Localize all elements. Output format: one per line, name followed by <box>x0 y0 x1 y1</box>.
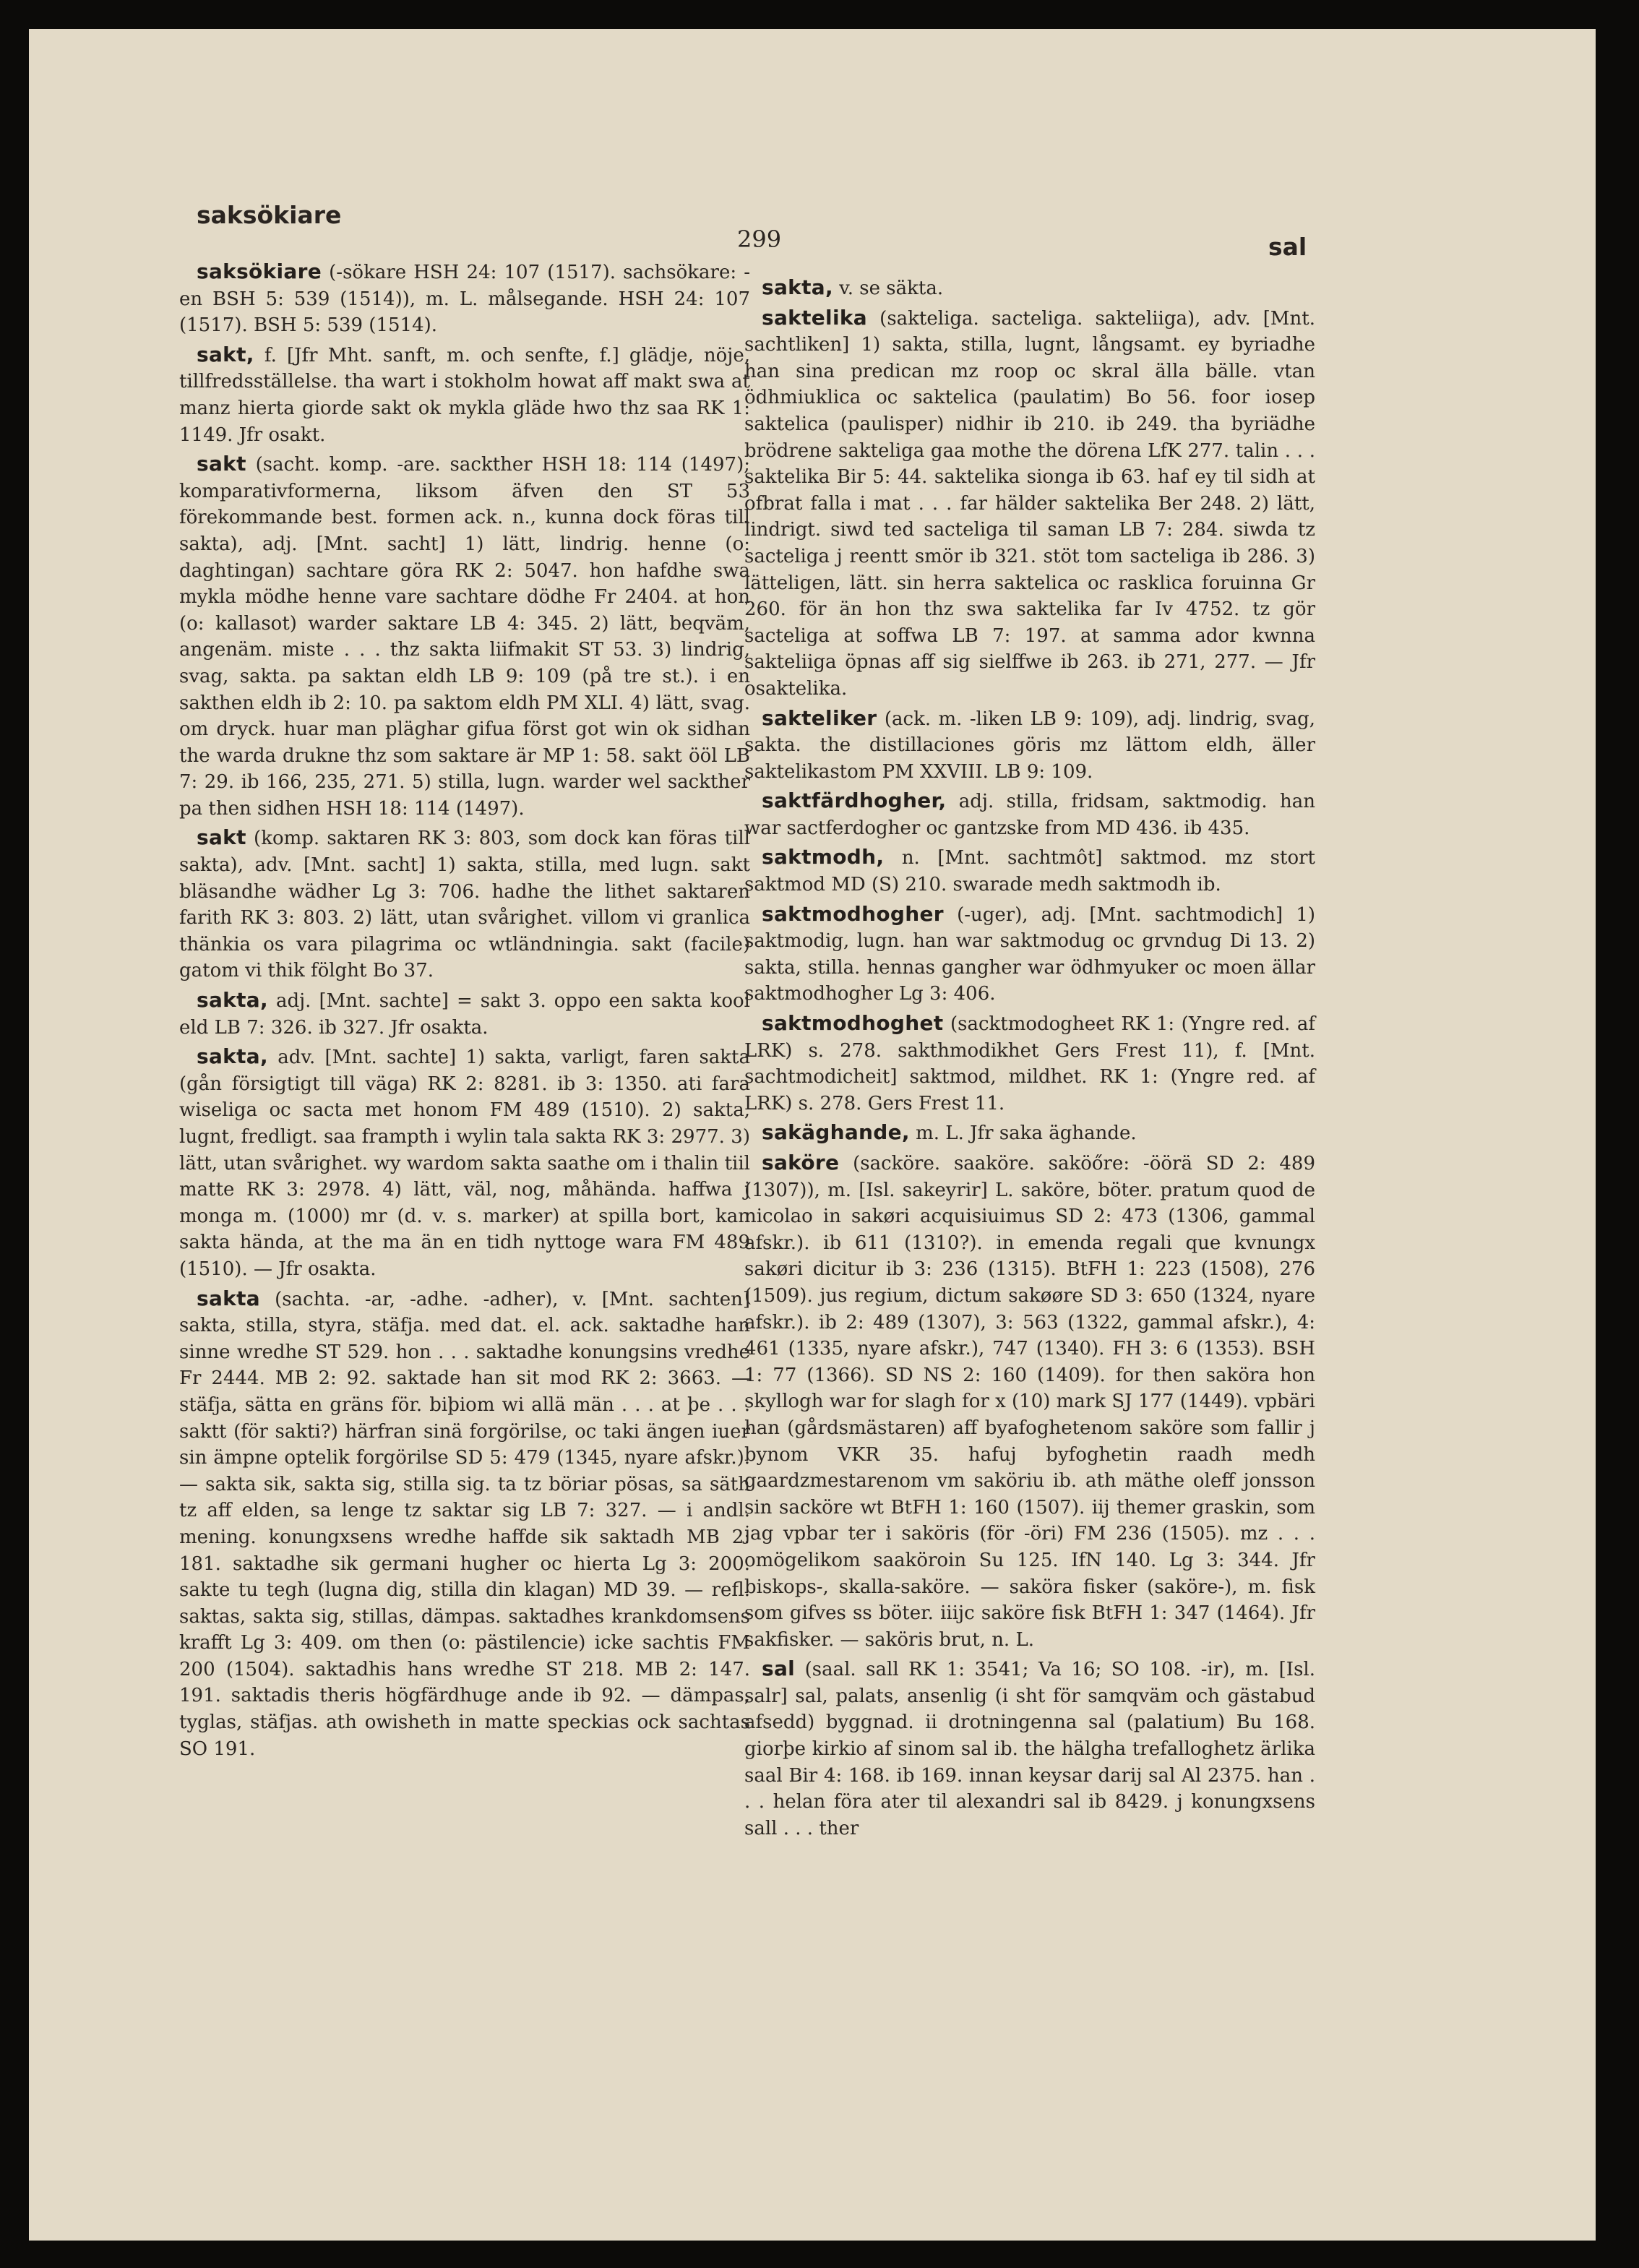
entry-text: (komp. saktaren RK 3: 803, som dock kan föras till sakta), adv. [Mnt. sacht] 1) sakta, stilla, med lugn. sakt bläsandhe wädher Lg 3: 706. hadhe the lithet saktaren farith RK 3: 803. 2) lätt, utan svårighet. villom vi granlica thänkia os vara pilagrima oc wtländningia. sakt (facile) gatom vi thik fölght Bo 37. <box>179 828 750 982</box>
entry-text: (-sökare HSH 24: 107 (1517). sachsökare: -en BSH 5: 539 (1514)), m. L. målsegande. HSH 24: 107 (1517). BSH 5: 539 (1514). <box>179 262 751 337</box>
entry-text: (sacköre. saaköre. saköőre: -öörä SD 2: 489 (1307)), m. [Isl. sakeyrir] L. saköre, böter. pratum quod de nicolao in sakøri acquisiuimus SD 2: 473 (1306, gammal afskr.). ib 611 (1310?). in emenda regali que kvnungx sakøri dicitur ib 3: 236 (1315). BtFH 1: 223 (1508), 276 (1509). jus regium, dictum sakøøre SD 3: 650 (1324, nyare afskr.). ib 2: 489 (1307), 3: 563 (1322, gammal afskr.), 4: 461 (1335, nyare afskr.), 747 (1340). FH 3: 6 (1353). BSH 1: 77 (1366). SD NS 2: 160 (1409). for then saköra hon skyllogh war for slagh for x (10) mark SJ 177 (1449). vpbäri han (gårdsmästaren) aff byafoghetenom saköre som fallir j bynom VKR 35. hafuj byfoghetin raadh medh gaardzmestarenom vm saköriu ib. ath mäthe oleff jonsson sin sacköre wt BtFH 1: 160 (1507). iij themer graskin, som jag vpbar ter i saköris (för -öri) FM 236 (1505). mz . . . omögelikom saaköroin Su 125. IfN 140. Lg 3: 344. Jfr biskops-, skalla-saköre. — saköra fisker (saköre-), m. fisk som gifves ss böter. iiijc saköre fisk BtFH 1: 347 (1464). Jfr sakfisker. — saköris brut, n. L. <box>744 1153 1316 1651</box>
entry-text: (ack. m. -liken LB 9: 109), adj. lindrig, svag, sakta. the distillaciones göris mz lättom eldh, äller saktelikastom PM XXVIII. LB 9: 109. <box>744 708 1316 783</box>
entry-headword: saktelika <box>762 305 867 330</box>
entry-headword: saktfärdhogher, <box>762 789 947 813</box>
entry-text: adj. stilla, fridsam, saktmodig. han war sactferdogher oc gantzske from MD 436. ib 435. <box>744 791 1315 839</box>
dictionary-entry <box>744 1150 1315 1653</box>
entry-headword: saktmodhoghet <box>762 1011 944 1036</box>
entry-headword: saköre <box>762 1151 840 1174</box>
right-column <box>744 275 1315 1844</box>
dictionary-entry <box>179 825 750 984</box>
entry-text: (sacktmodogheet RK 1: (Yngre red. af LRK) s. 278. sakthmodikhet Gers Frest 11), f. [Mnt. sachtmodicheit] saktmod, mildhet. RK 1: (Yngre red. af LRK) s. 278. Gers Frest 11. <box>744 1013 1316 1114</box>
entry-text: f. [Jfr Mht. sanft, m. och senfte, f.] glädje, nöje, tillfredsställelse. tha wart i stokholm howat aff makt swa at manz hierta giorde sakt ok mykla gläde hwo thz saa RK 1: 1149. Jfr osakt. <box>179 344 751 446</box>
entry-headword: sakta <box>197 1286 260 1310</box>
entry-headword: sakt, <box>197 342 254 366</box>
dictionary-entry <box>744 788 1315 841</box>
dictionary-entry <box>744 1010 1315 1117</box>
entry-text: (sachta. -ar, -adhe. -adher), v. [Mnt. sachten] sakta, stilla, styra, stäfja. med dat. el. ack. saktadhe han sinne wredhe ST 529. hon . . . saktadhe konungsins vredhe Fr 2444. MB 2: 92. saktade han sit mod RK 2: 3663. — stäfja, sätta en gräns för. biþiom wi allä män . . . at þe . . . saktt (för sakti?) härfran sinä forgörilse, oc taki ängen iuer sin ämpne optelik forgörilse SD 5: 479 (1345, nyare afskr.). — sakta sik, sakta sig, stilla sig. ta tz böriar pösas, sa säth tz aff elden, sa lenge tz saktar sig LB 7: 327. — i andl. mening. konungxsens wredhe haffde sik saktadh MB 2: 181. saktadhe sik germani hugher oc hierta Lg 3: 200. sakte tu tegh (lugna dig, stilla din klagan) MD 39. — refl. saktas, sakta sig, stillas, dämpas. saktadhes krankdomsens krafft Lg 3: 409. om then (o: pästilencie) icke sachtis FM 200 (1504). saktadhis hans wredhe ST 218. MB 2: 147. 191. saktadis theris högfärdhuge ande ib 92. — dämpas, tyglas, stäfjas. ath owisheth in matte speckias ock sachtas SO 191. <box>179 1288 750 1760</box>
dictionary-entry <box>179 1286 750 1763</box>
dictionary-entry <box>744 1656 1315 1842</box>
dictionary-entry <box>179 1044 750 1282</box>
entry-text: (sakteliga. sacteliga. sakteliiga), adv. [Mnt. sachtliken] 1) sakta, stilla, lugnt, långsamt. ey byriadhe han sina predican mz roop oc skral älla bälle. vtan ödhmiuklica oc saktelica (paulatim) Bo 56. foor iosep saktelica (paulisper) nidhir ib 210. ib 249. tha byriädhe brödrene sakteliga gaa mothe the dörena LfK 277. talin . . . saktelika Bir 5: 44. saktelika sionga ib 63. haf ey til sidh at ofbrat falla i mat . . . far hälder saktelika Ber 248. 2) lätt, lindrigt. siwd ted sacteliga til saman LB 7: 284. siwda tz sacteliga j reentt smör ib 321. stöt tom sacteliga ib 286. 3) lätteligen, lätt. sin herra saktelica oc rasklica foruinna Gr 260. för än hon thz swa saktelika far Iv 4752. tz gör sacteliga at soffwa LB 7: 197. at samma ador kwnna sakteliiga öpnas aff sig sielffwe ib 263. ib 271, 277. — Jfr osaktelika. <box>744 307 1316 700</box>
dictionary-entry <box>744 275 1315 302</box>
dictionary-entry <box>744 901 1315 1008</box>
entry-headword: sakta, <box>197 988 268 1013</box>
dictionary-entry <box>744 705 1315 786</box>
entry-headword: sakta, <box>762 275 833 299</box>
entry-text: (-uger), adj. [Mnt. sachtmodich] 1) saktmodig, lugn. han war saktmodug oc grvndug Di 13. 2) sakta, stilla. hennas gangher war ödhmyuker oc moen ällar saktmodhogher Lg 3: 406. <box>744 903 1316 1005</box>
entry-headword: sakäghande, <box>762 1120 910 1145</box>
entry-text: n. [Mnt. sachtmôt] saktmod. mz stort saktmod MD (S) 210. swarade medh saktmodh ib. <box>744 847 1316 896</box>
entry-text: adj. [Mnt. sachte] = sakt 3. oppo een sakta kool eld LB 7: 326. ib 327. Jfr osakta. <box>179 990 750 1039</box>
entry-headword: sal <box>762 1657 796 1681</box>
page-number: 299 <box>737 225 782 253</box>
dictionary-page <box>29 29 1596 2241</box>
entry-text: adv. [Mnt. sachte] 1) sakta, varligt, faren sakta (gån försigtigt till väga) RK 2: 8281. ib 3: 1350. ati fara wiseliga oc sacta met honom FM 489 (1510). 2) sakta, lugnt, fredligt. saa frampth i wylin tala sakta RK 3: 2977. 3) lätt, utan svårighet. wy wardom sakta saathe om i thalin tiil matte RK 3: 2978. 4) lätt, väl, nog, måhända. haffwa j monga m. (1000) mr (d. v. s. marker) at spilla bort, kan sakta hända, at the ma än en tidh nyttoge wara FM 489 (1510). — Jfr osakta. <box>179 1047 751 1280</box>
entry-text: v. se säkta. <box>839 278 944 299</box>
entry-headword: saksökiare <box>197 259 322 283</box>
entry-headword: saktmodh, <box>762 845 885 869</box>
dictionary-entry <box>179 259 750 339</box>
entry-headword: sakta, <box>197 1044 268 1069</box>
left-column <box>179 259 750 1765</box>
dictionary-entry <box>744 305 1315 703</box>
running-head-right: sal <box>1268 233 1307 261</box>
entry-headword: saktmodhogher <box>762 901 944 926</box>
dictionary-entry <box>179 987 750 1041</box>
entry-text: (saal. sall RK 1: 3541; Va 16; SO 108. -ir), m. [Isl. salr] sal, palats, ansenlig (i sht för samqväm och gästabud afsedd) byggnad. ii drotningenna sal (palatium) Bu 168. giorþe kirkio af sinom sal ib. the hälgha trefalloghetz ärlika saal Bir 4: 168. ib 169. innan keysar darij sal Al 2375. han . . . helan föra ater til alexandri sal ib 8429. j konungxsens sall . . . ther <box>744 1659 1316 1839</box>
dictionary-entry <box>179 451 750 822</box>
dictionary-entry <box>744 1120 1315 1147</box>
entry-text: m. L. Jfr saka äghande. <box>916 1122 1137 1145</box>
running-head-left: saksökiare <box>197 201 342 229</box>
dictionary-entry <box>744 844 1315 898</box>
entry-text: (sacht. komp. -are. sackther HSH 18: 114 (1497); komparativformerna, liksom äfven den ST 53 förekommande best. formen ack. n., kunna dock föras till sakta), adj. [Mnt. sacht] 1) lätt, lindrig. henne (o: daghtingan) sachtare göra RK 2: 5047. hon hafdhe swa mykla mödhe henne vare sachtare dödhe Fr 2404. at hon (o: kallasot) warder saktare LB 4: 345. 2) lätt, beqväm, angenäm. miste . . . thz sakta liifmakit ST 53. 3) lindrig, svag, sakta. pa saktan eldh LB 9: 109 (på tre st.). i en sakthen eldh ib 2: 10. pa saktom eldh PM XLI. 4) lätt, svag. om dryck. huar man pläghar gifua först got win ok sidhan the warda drukne thz som saktare är MP 1: 58. sakt ööl LB 7: 29. ib 166, 235, 271. 5) stilla, lugn. warder wel sackther pa then sidhen HSH 18: 114 (1497). <box>179 454 750 820</box>
entry-headword: sakt <box>197 452 246 476</box>
dictionary-entry <box>179 342 750 448</box>
entry-headword: sakteliker <box>762 705 877 730</box>
entry-headword: sakt <box>197 825 246 850</box>
